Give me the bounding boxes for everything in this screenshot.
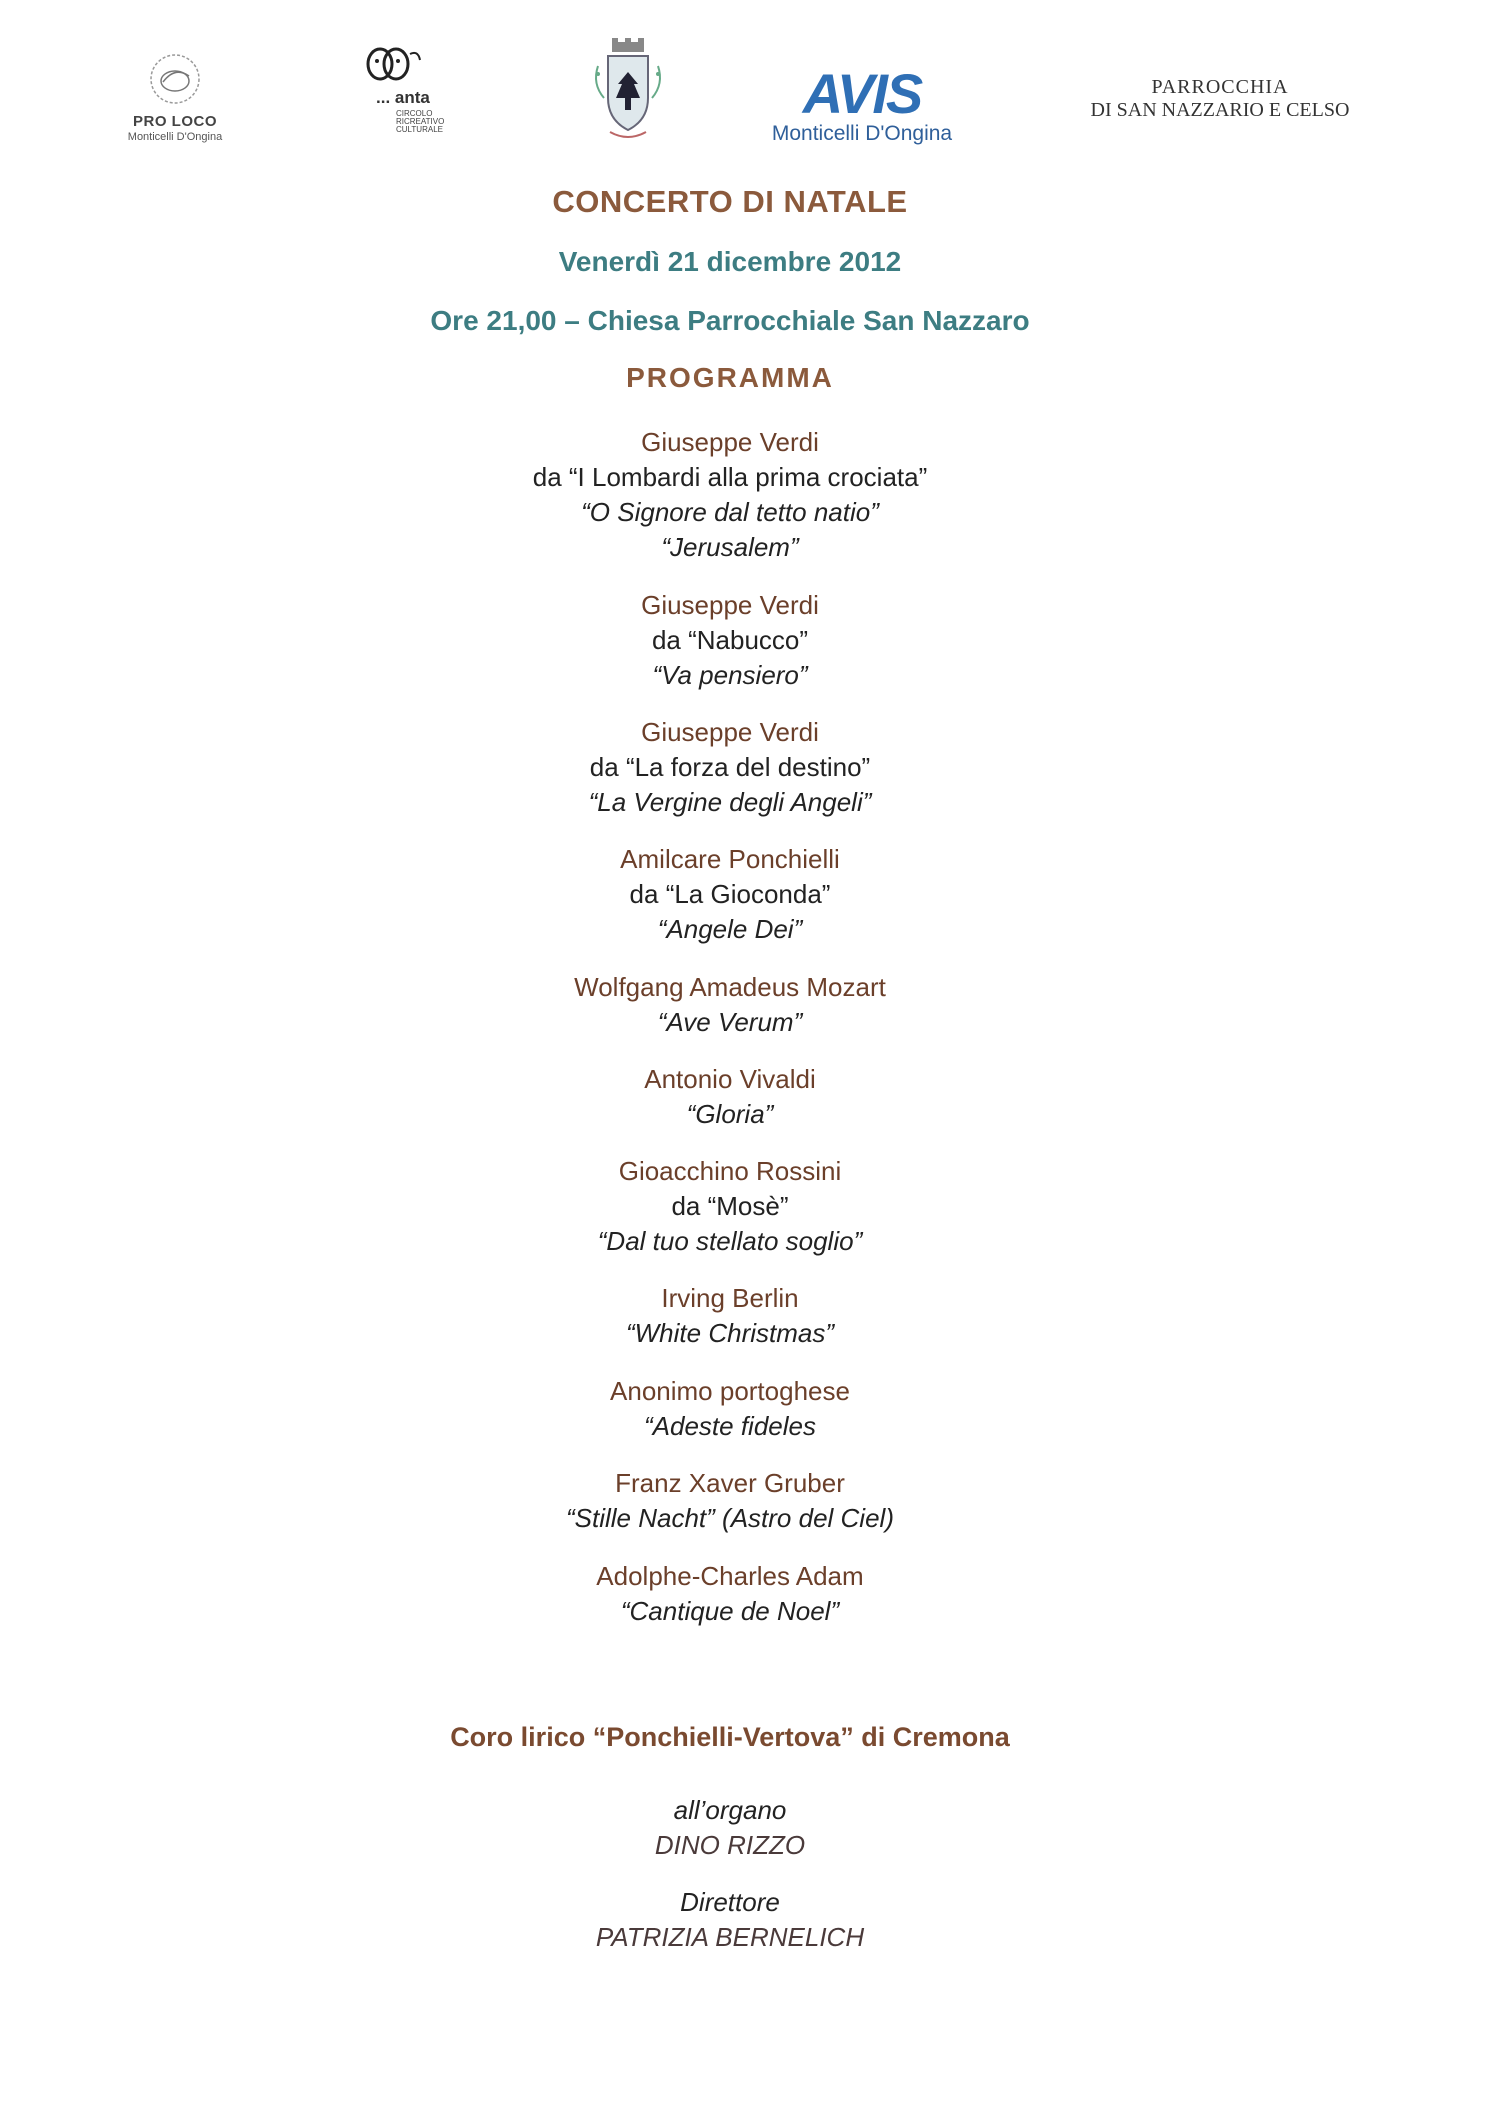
avis-logo — [762, 62, 962, 146]
program-entry-3 — [0, 715, 1460, 820]
program-entry-11 — [0, 1559, 1460, 1629]
anta-mask-icon — [358, 44, 428, 94]
organist-label: all’organo — [673, 1795, 787, 1825]
composer-name: Giuseppe Verdi — [641, 717, 819, 747]
proloco-name: PRO LOCO — [132, 113, 217, 130]
composer-name: Gioacchino Rossini — [618, 1156, 842, 1186]
piece-title: “O Signore dal tetto natio” — [581, 497, 879, 527]
coat-of-arms-icon — [578, 38, 678, 148]
program-entry-8 — [0, 1281, 1460, 1351]
parrocchia-title: PARROCCHIA — [1151, 76, 1289, 98]
composer-name: Irving Berlin — [661, 1283, 799, 1313]
organist-name: DINO RIZZO — [654, 1830, 806, 1860]
piece-title: “Angele Dei” — [657, 914, 803, 944]
program-entry-7 — [0, 1154, 1460, 1259]
director-credit — [0, 1885, 1460, 1955]
piece-title: “Gloria” — [686, 1099, 774, 1129]
director-name: PATRIZIA BERNELICH — [595, 1922, 865, 1952]
proloco-logo — [110, 52, 240, 143]
program-entry-4 — [0, 842, 1460, 947]
composer-name: Antonio Vivaldi — [644, 1064, 816, 1094]
choir-name: Coro lirico “Ponchielli-Vertova” di Cremona — [450, 1722, 1010, 1752]
piece-title: “White Christmas” — [625, 1318, 834, 1348]
opera-line: da “Mosè” — [671, 1191, 789, 1221]
program-entry-6 — [0, 1062, 1460, 1132]
concert-time-place: Ore 21,00 – Chiesa Parrocchiale San Nazzaro — [430, 305, 1030, 336]
composer-name: Wolfgang Amadeus Mozart — [574, 972, 886, 1002]
opera-line: da “La forza del destino” — [589, 752, 871, 782]
program-entry-2 — [0, 588, 1460, 693]
program-entry-1 — [0, 425, 1460, 565]
composer-name: Amilcare Ponchielli — [620, 844, 840, 874]
opera-line: da “I Lombardi alla prima crociata” — [532, 462, 928, 492]
concert-title: CONCERTO DI NATALE — [552, 184, 908, 219]
programma-heading: PROGRAMMA — [626, 362, 834, 393]
program-entry-9 — [0, 1374, 1460, 1444]
parrocchia-subtitle: DI SAN NAZZARIO E CELSO — [1090, 99, 1350, 121]
composer-name: Adolphe-Charles Adam — [596, 1561, 864, 1591]
opera-line: da “Nabucco” — [651, 625, 809, 655]
parrocchia-header — [1060, 76, 1380, 122]
concert-date: Venerdì 21 dicembre 2012 — [558, 246, 902, 277]
anta-name: ... anta — [376, 88, 430, 107]
program-entry-5 — [0, 970, 1460, 1040]
composer-name: Giuseppe Verdi — [641, 427, 819, 457]
composer-name: Franz Xaver Gruber — [615, 1468, 845, 1498]
proloco-emblem-icon — [145, 52, 205, 106]
piece-title: “Stille Nacht” (Astro del Ciel) — [566, 1503, 894, 1533]
opera-line: da “La Gioconda” — [629, 879, 831, 909]
piece-title: “Adeste fideles — [644, 1411, 816, 1441]
piece-title: “Cantique de Noel” — [620, 1596, 840, 1626]
piece-title: “Ave Verum” — [657, 1007, 803, 1037]
director-label: Direttore — [680, 1887, 780, 1917]
composer-name: Anonimo portoghese — [610, 1376, 850, 1406]
avis-place: Monticelli D'Ongina — [771, 122, 953, 145]
comune-logo — [578, 38, 678, 148]
piece-title: “Dal tuo stellato soglio” — [597, 1226, 863, 1256]
composer-name: Giuseppe Verdi — [641, 590, 819, 620]
piece-title: “Jerusalem” — [661, 532, 799, 562]
program-entry-10 — [0, 1466, 1460, 1536]
organist-credit — [0, 1793, 1460, 1863]
anta-subtitle: CIRCOLO RICREATIVO CULTURALE — [396, 109, 445, 134]
piece-title: “Va pensiero” — [652, 660, 808, 690]
proloco-place: Monticelli D'Ongina — [127, 131, 223, 143]
avis-name: AVIS — [802, 62, 922, 125]
piece-title: “La Vergine degli Angeli” — [588, 787, 872, 817]
